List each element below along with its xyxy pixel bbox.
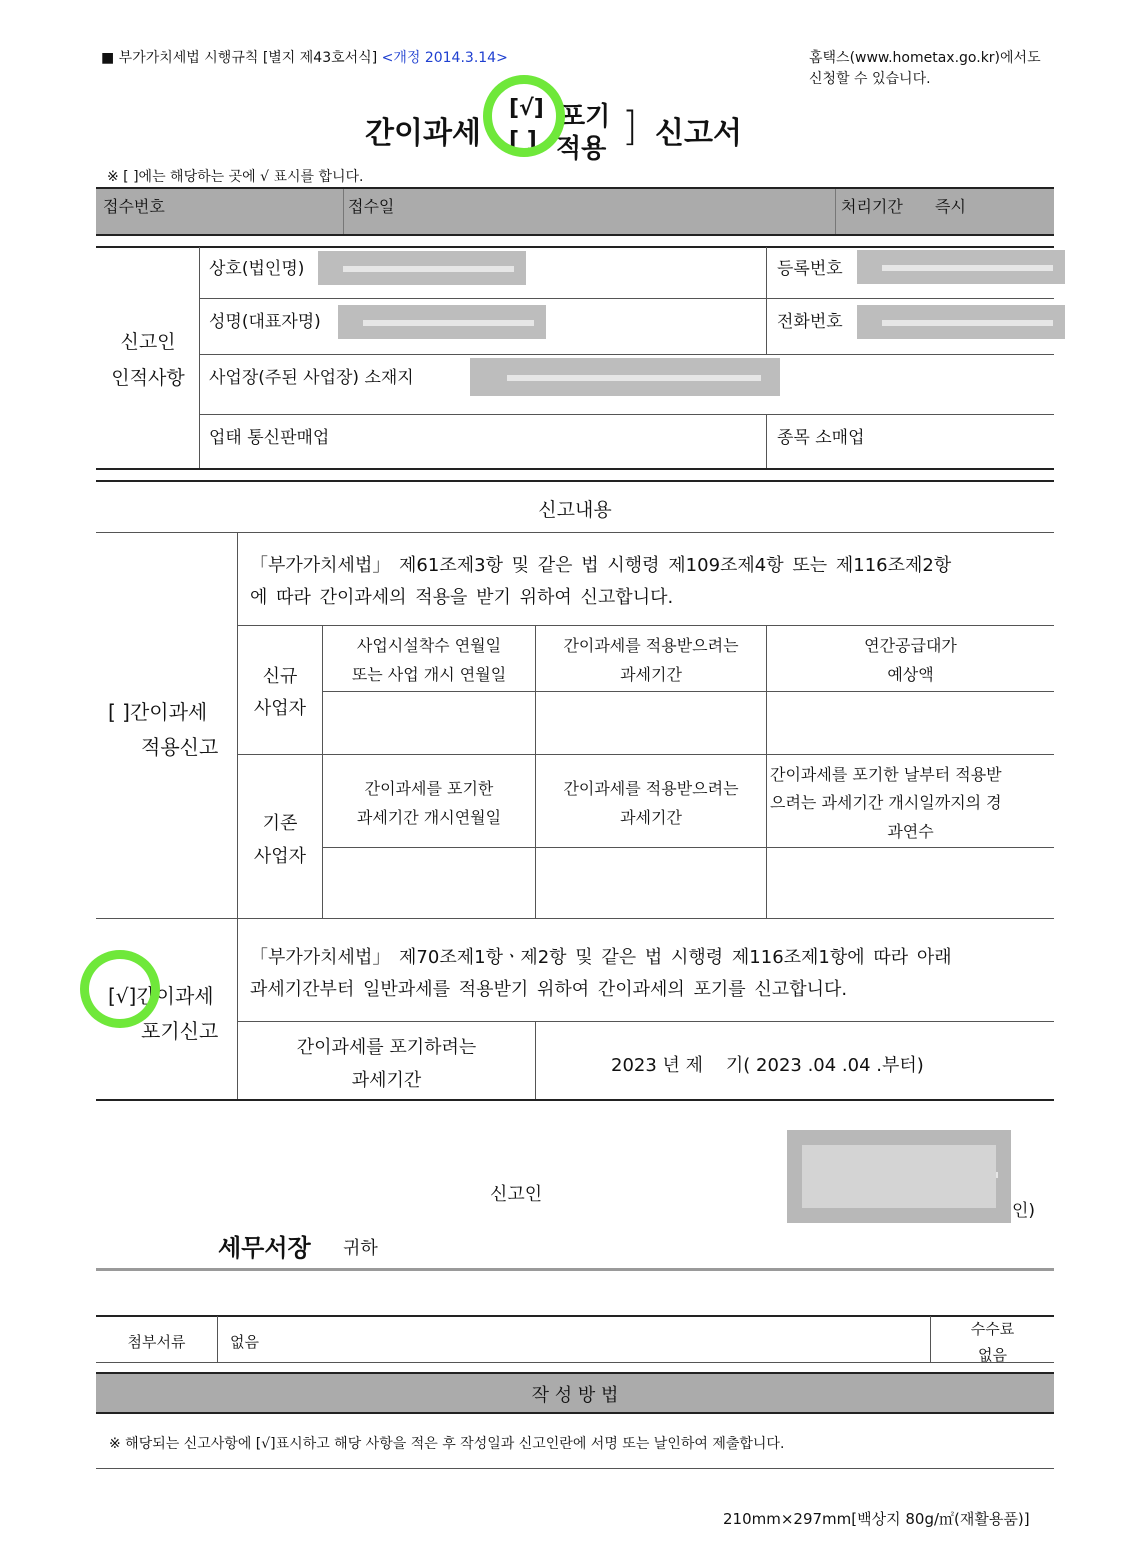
highlight-title-check [483, 75, 565, 157]
hometax-note-line1: 홈택스(www.hometax.go.kr)에서도 [809, 50, 1041, 66]
seal-label: 인) [1012, 1201, 1036, 1221]
method-note: ※ 해당되는 신고사항에 [√]표시하고 해당 사항을 적은 후 작성일과 신고인란에 서명 또는 날인하여 제출합니다. [109, 1436, 785, 1452]
exist-col2-l1: 간이과세를 적용받으려는 [563, 779, 739, 798]
attachment-label: 첨부서류 [127, 1333, 186, 1351]
receipt-number-label: 접수번호 [103, 197, 165, 216]
waive-side-label-2: 포기신고 [141, 1019, 219, 1043]
new-col1-l1: 사업시설착수 연월일 [356, 636, 502, 655]
business-item: 종목 소매업 [777, 428, 865, 448]
existing-business-label-1: 기존 [262, 813, 298, 834]
signature-box-inner [802, 1145, 996, 1208]
tax-office-head: 세무서장 [218, 1234, 311, 1262]
new-col2-l1: 간이과세를 적용받으려는 [563, 636, 739, 655]
declarant-label: 신고인 [490, 1184, 543, 1205]
new-business-label-2: 사업자 [253, 698, 307, 719]
apply-side-label-1: [ ]간이과세 [108, 700, 208, 724]
processing-period-label: 처리기간 [841, 197, 903, 216]
law-reference [101, 47, 508, 67]
registration-number-redacted [857, 250, 1065, 284]
waive-period-value: 2023 년 제 기( 2023 .04 .04 .부터) [611, 1055, 924, 1076]
waive-side-label-1: [√]간이과세 [108, 984, 214, 1008]
title-check-bottom: [ ] [509, 128, 537, 153]
exist-col3-l2: 으려는 과세기간 개시일까지의 경 [770, 793, 1002, 812]
processing-period-value: 즉시 [935, 197, 966, 216]
apply-text-line2: 에 따라 간이과세의 적용을 받기 위하여 신고합니다. [250, 587, 674, 608]
waive-period-label-1: 간이과세를 포기하려는 [296, 1037, 477, 1058]
law-reference-text: ■ 부가가치세법 시행규칙 [별지 제43호서식] [101, 50, 378, 66]
title-bracket: ] [622, 104, 638, 150]
representative-name-redacted [338, 305, 546, 339]
new-col1-l2: 또는 사업 개시 연월일 [351, 665, 507, 684]
apply-text-line1: 「부가가치세법」 제61조제3항 및 같은 법 시행령 제109조제4항 또는 제116조제2항 [250, 555, 952, 576]
registration-number-label: 등록번호 [777, 259, 843, 279]
exist-col1-l2: 과세기간 개시연월일 [356, 808, 502, 827]
exist-col3-l3: 과연수 [887, 822, 934, 841]
new-business-label-1: 신규 [262, 666, 298, 687]
new-col3-l1: 연간공급대가 [864, 636, 957, 655]
receipt-bar [96, 189, 1054, 234]
highlight-waive-check [80, 950, 160, 1028]
title-option-waive: 포기 [560, 102, 611, 132]
exist-col1-l1: 간이과세를 포기한 [364, 779, 494, 798]
phone-number-label: 전화번호 [777, 312, 843, 332]
company-name-label: 상호(법인명) [209, 259, 305, 279]
waive-period-label-2: 과세기간 [351, 1070, 422, 1091]
revision-date: <개정 2014.3.14> [381, 50, 508, 66]
paper-spec: 210mm×297mm[백상지 80g/㎡(재활용품)] [723, 1510, 1030, 1528]
title-option-apply: 적용 [556, 134, 607, 164]
exist-col3-l1: 간이과세를 포기한 날부터 적용받 [770, 765, 1002, 784]
receipt-date-label: 접수일 [348, 197, 395, 216]
title-left: 간이과세 [365, 116, 481, 151]
hometax-note-line2: 신청할 수 있습니다. [809, 71, 931, 87]
fee-value: 없음 [978, 1346, 1007, 1364]
waive-text-line2: 과세기간부터 일반과세를 적용받기 위하여 간이과세의 포기를 신고합니다. [250, 979, 848, 1000]
title-check-top: [√] [509, 96, 544, 121]
waive-text-line1: 「부가가치세법」 제70조제1항ㆍ제2항 및 같은 법 시행령 제116조제1항에 따라 아래 [250, 947, 952, 968]
note-top: ※ [ ]에는 해당하는 곳에 √ 표시를 합니다. [107, 169, 364, 185]
apply-side-label-2: 적용신고 [141, 735, 219, 759]
method-title: 작 성 방 법 [531, 1385, 619, 1406]
honorific: 귀하 [343, 1238, 378, 1259]
business-address-label: 사업장(주된 사업장) 소재지 [209, 368, 414, 388]
phone-number-redacted [857, 305, 1065, 339]
content-title: 신고내용 [538, 499, 612, 521]
business-address-redacted [470, 358, 780, 396]
fee-label: 수수료 [970, 1320, 1015, 1338]
representative-name-label: 성명(대표자명) [209, 312, 321, 332]
new-col2-l2: 과세기간 [620, 665, 682, 684]
new-col3-l2: 예상액 [887, 665, 934, 684]
attachment-value: 없음 [230, 1333, 259, 1351]
applicant-section-title-1: 신고인 [120, 331, 176, 353]
exist-col2-l2: 과세기간 [620, 808, 682, 827]
business-type: 업태 통신판매업 [209, 428, 330, 448]
company-name-redacted [318, 251, 526, 285]
existing-business-label-2: 사업자 [253, 846, 307, 867]
title-right: 신고서 [655, 116, 742, 151]
applicant-section-title-2: 인적사항 [111, 367, 185, 389]
